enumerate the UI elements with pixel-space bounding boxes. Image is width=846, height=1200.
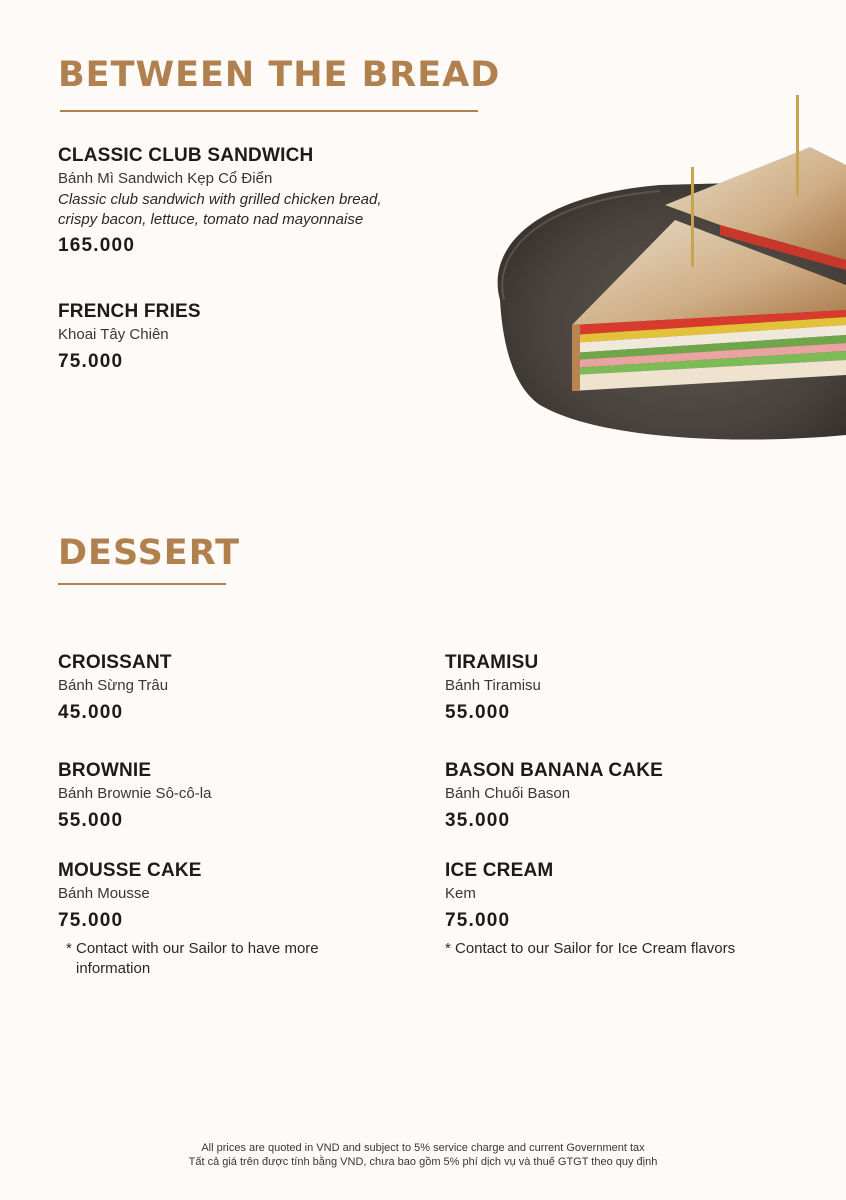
menu-item-tiramisu [445,651,541,727]
item-price: 165.000 [58,235,136,256]
price-disclaimer [0,1141,846,1169]
item-price: 35.000 [445,810,511,831]
item-description-line-1: Classic club sandwich with grilled chicken bread, [58,191,382,208]
menu-item-croissant [58,651,172,727]
item-price: 75.000 [445,910,511,931]
item-vietnamese-name: Khoai Tây Chiên [58,326,169,343]
section-title-between-the-bread: BETWEEN THE BREAD [58,55,501,95]
item-note: * Contact to our Sailor for Ice Cream flavors [445,940,736,957]
item-description-line-2: crispy bacon, lettuce, tomato nad mayonnaise [58,211,364,228]
menu-item-bason-banana-cake [445,759,663,835]
item-price: 55.000 [445,702,511,723]
item-name: FRENCH FRIES [58,301,201,322]
section-title-dessert: DESSERT [58,533,240,573]
menu-item-brownie [58,759,211,835]
item-price: 75.000 [58,910,124,931]
item-vietnamese-name: Bánh Brownie Sô-cô-la [58,785,212,802]
item-vietnamese-name: Bánh Mì Sandwich Kẹp Cổ Điển [58,170,273,187]
item-note: * Contact with our Sailor to have more information [66,940,319,977]
item-vietnamese-name: Bánh Mousse [58,885,150,902]
item-name: TIRAMISU [445,652,539,673]
item-name: ICE CREAM [445,860,554,881]
item-name: CROISSANT [58,652,172,673]
item-name: CLASSIC CLUB SANDWICH [58,145,314,166]
disclaimer-vietnamese: Tất cả giá trên được tính bằng VND, chưa bao gồm 5% phí dịch vụ và thuế GTGT theo quy định [188,1156,658,1168]
menu-item-mousse-cake [58,859,376,979]
menu-item-classic-club-sandwich [58,144,381,260]
item-vietnamese-name: Bánh Tiramisu [445,677,541,694]
item-name: MOUSSE CAKE [58,860,202,881]
item-name: BROWNIE [58,760,152,781]
disclaimer-english: All prices are quoted in VND and subject to 5% service charge and current Government tax [201,1142,645,1154]
menu-item-ice-cream [445,859,735,959]
item-price: 45.000 [58,702,124,723]
section-divider [60,110,478,112]
item-price: 55.000 [58,810,124,831]
item-name: BASON BANANA CAKE [445,760,664,781]
item-vietnamese-name: Kem [445,885,476,902]
item-price: 75.000 [58,351,124,372]
item-vietnamese-name: Bánh Sừng Trâu [58,677,169,694]
club-sandwich-photo [480,85,846,455]
item-vietnamese-name: Bánh Chuối Bason [445,785,571,802]
menu-item-french-fries [58,300,201,376]
section-divider [58,583,226,585]
